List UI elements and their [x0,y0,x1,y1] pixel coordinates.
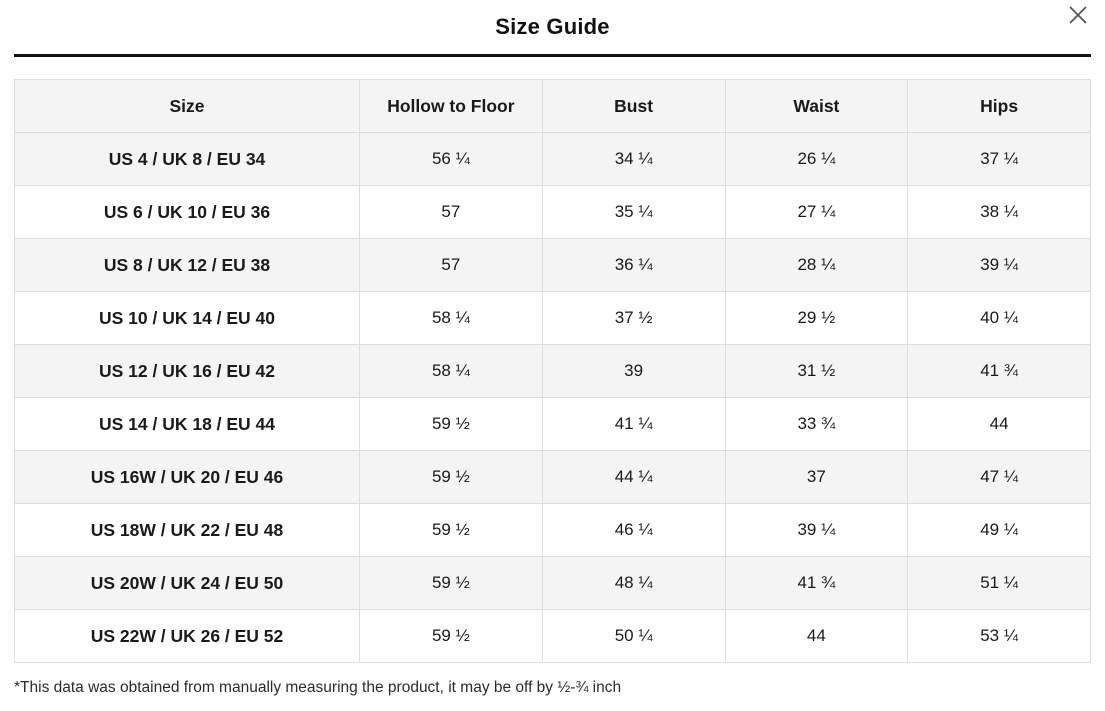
cell-waist: 31 ½ [725,345,908,398]
cell-waist: 37 [725,451,908,504]
cell-hips: 53 ¼ [908,610,1091,663]
cell-bust: 46 ¼ [542,504,725,557]
cell-size: US 20W / UK 24 / EU 50 [15,557,360,610]
cell-bust: 37 ½ [542,292,725,345]
cell-hips: 51 ¼ [908,557,1091,610]
cell-waist: 33 ¾ [725,398,908,451]
cell-size: US 14 / UK 18 / EU 44 [15,398,360,451]
table-row [15,557,1091,610]
cell-size: US 18W / UK 22 / EU 48 [15,504,360,557]
cell-bust: 36 ¼ [542,239,725,292]
table-row [15,292,1091,345]
cell-hips: 47 ¼ [908,451,1091,504]
cell-hollow-to-floor: 59 ½ [360,610,543,663]
table-row [15,610,1091,663]
cell-bust: 41 ¼ [542,398,725,451]
cell-waist: 41 ¾ [725,557,908,610]
size-table [14,79,1091,663]
page-title: Size Guide [495,14,610,39]
cell-waist: 29 ½ [725,292,908,345]
column-header-hollow-to-floor: Hollow to Floor [360,80,543,133]
column-header-hips: Hips [908,80,1091,133]
table-row [15,504,1091,557]
cell-hips: 37 ¼ [908,133,1091,186]
cell-hollow-to-floor: 57 [360,239,543,292]
cell-size: US 6 / UK 10 / EU 36 [15,186,360,239]
table-row [15,451,1091,504]
size-table-container [14,79,1091,663]
table-row [15,345,1091,398]
cell-bust: 44 ¼ [542,451,725,504]
cell-waist: 27 ¼ [725,186,908,239]
size-table-body [15,133,1091,663]
column-header-size: Size [15,80,360,133]
cell-hollow-to-floor: 59 ½ [360,451,543,504]
cell-hollow-to-floor: 58 ¼ [360,292,543,345]
cell-bust: 39 [542,345,725,398]
cell-hips: 44 [908,398,1091,451]
column-header-waist: Waist [725,80,908,133]
cell-waist: 26 ¼ [725,133,908,186]
table-row [15,239,1091,292]
cell-bust: 48 ¼ [542,557,725,610]
table-row [15,398,1091,451]
cell-hollow-to-floor: 58 ¼ [360,345,543,398]
cell-hips: 41 ¾ [908,345,1091,398]
cell-hollow-to-floor: 56 ¼ [360,133,543,186]
cell-hips: 39 ¼ [908,239,1091,292]
table-header-row [15,80,1091,133]
cell-size: US 22W / UK 26 / EU 52 [15,610,360,663]
table-row [15,133,1091,186]
cell-size: US 8 / UK 12 / EU 38 [15,239,360,292]
header-divider [14,54,1091,57]
size-table-head [15,80,1091,133]
cell-hips: 49 ¼ [908,504,1091,557]
table-row [15,186,1091,239]
close-icon[interactable] [1065,2,1091,28]
cell-bust: 50 ¼ [542,610,725,663]
cell-size: US 16W / UK 20 / EU 46 [15,451,360,504]
cell-hollow-to-floor: 59 ½ [360,557,543,610]
cell-hollow-to-floor: 59 ½ [360,504,543,557]
cell-size: US 4 / UK 8 / EU 34 [15,133,360,186]
modal-header [0,0,1105,54]
cell-waist: 44 [725,610,908,663]
cell-hollow-to-floor: 59 ½ [360,398,543,451]
cell-bust: 35 ¼ [542,186,725,239]
cell-waist: 39 ¼ [725,504,908,557]
column-header-bust: Bust [542,80,725,133]
cell-size: US 12 / UK 16 / EU 42 [15,345,360,398]
cell-bust: 34 ¼ [542,133,725,186]
cell-hollow-to-floor: 57 [360,186,543,239]
cell-hips: 40 ¼ [908,292,1091,345]
measurement-disclaimer: *This data was obtained from manually measuring the product, it may be off by ½-¾ inch [14,679,622,696]
cell-waist: 28 ¼ [725,239,908,292]
cell-size: US 10 / UK 14 / EU 40 [15,292,360,345]
cell-hips: 38 ¼ [908,186,1091,239]
